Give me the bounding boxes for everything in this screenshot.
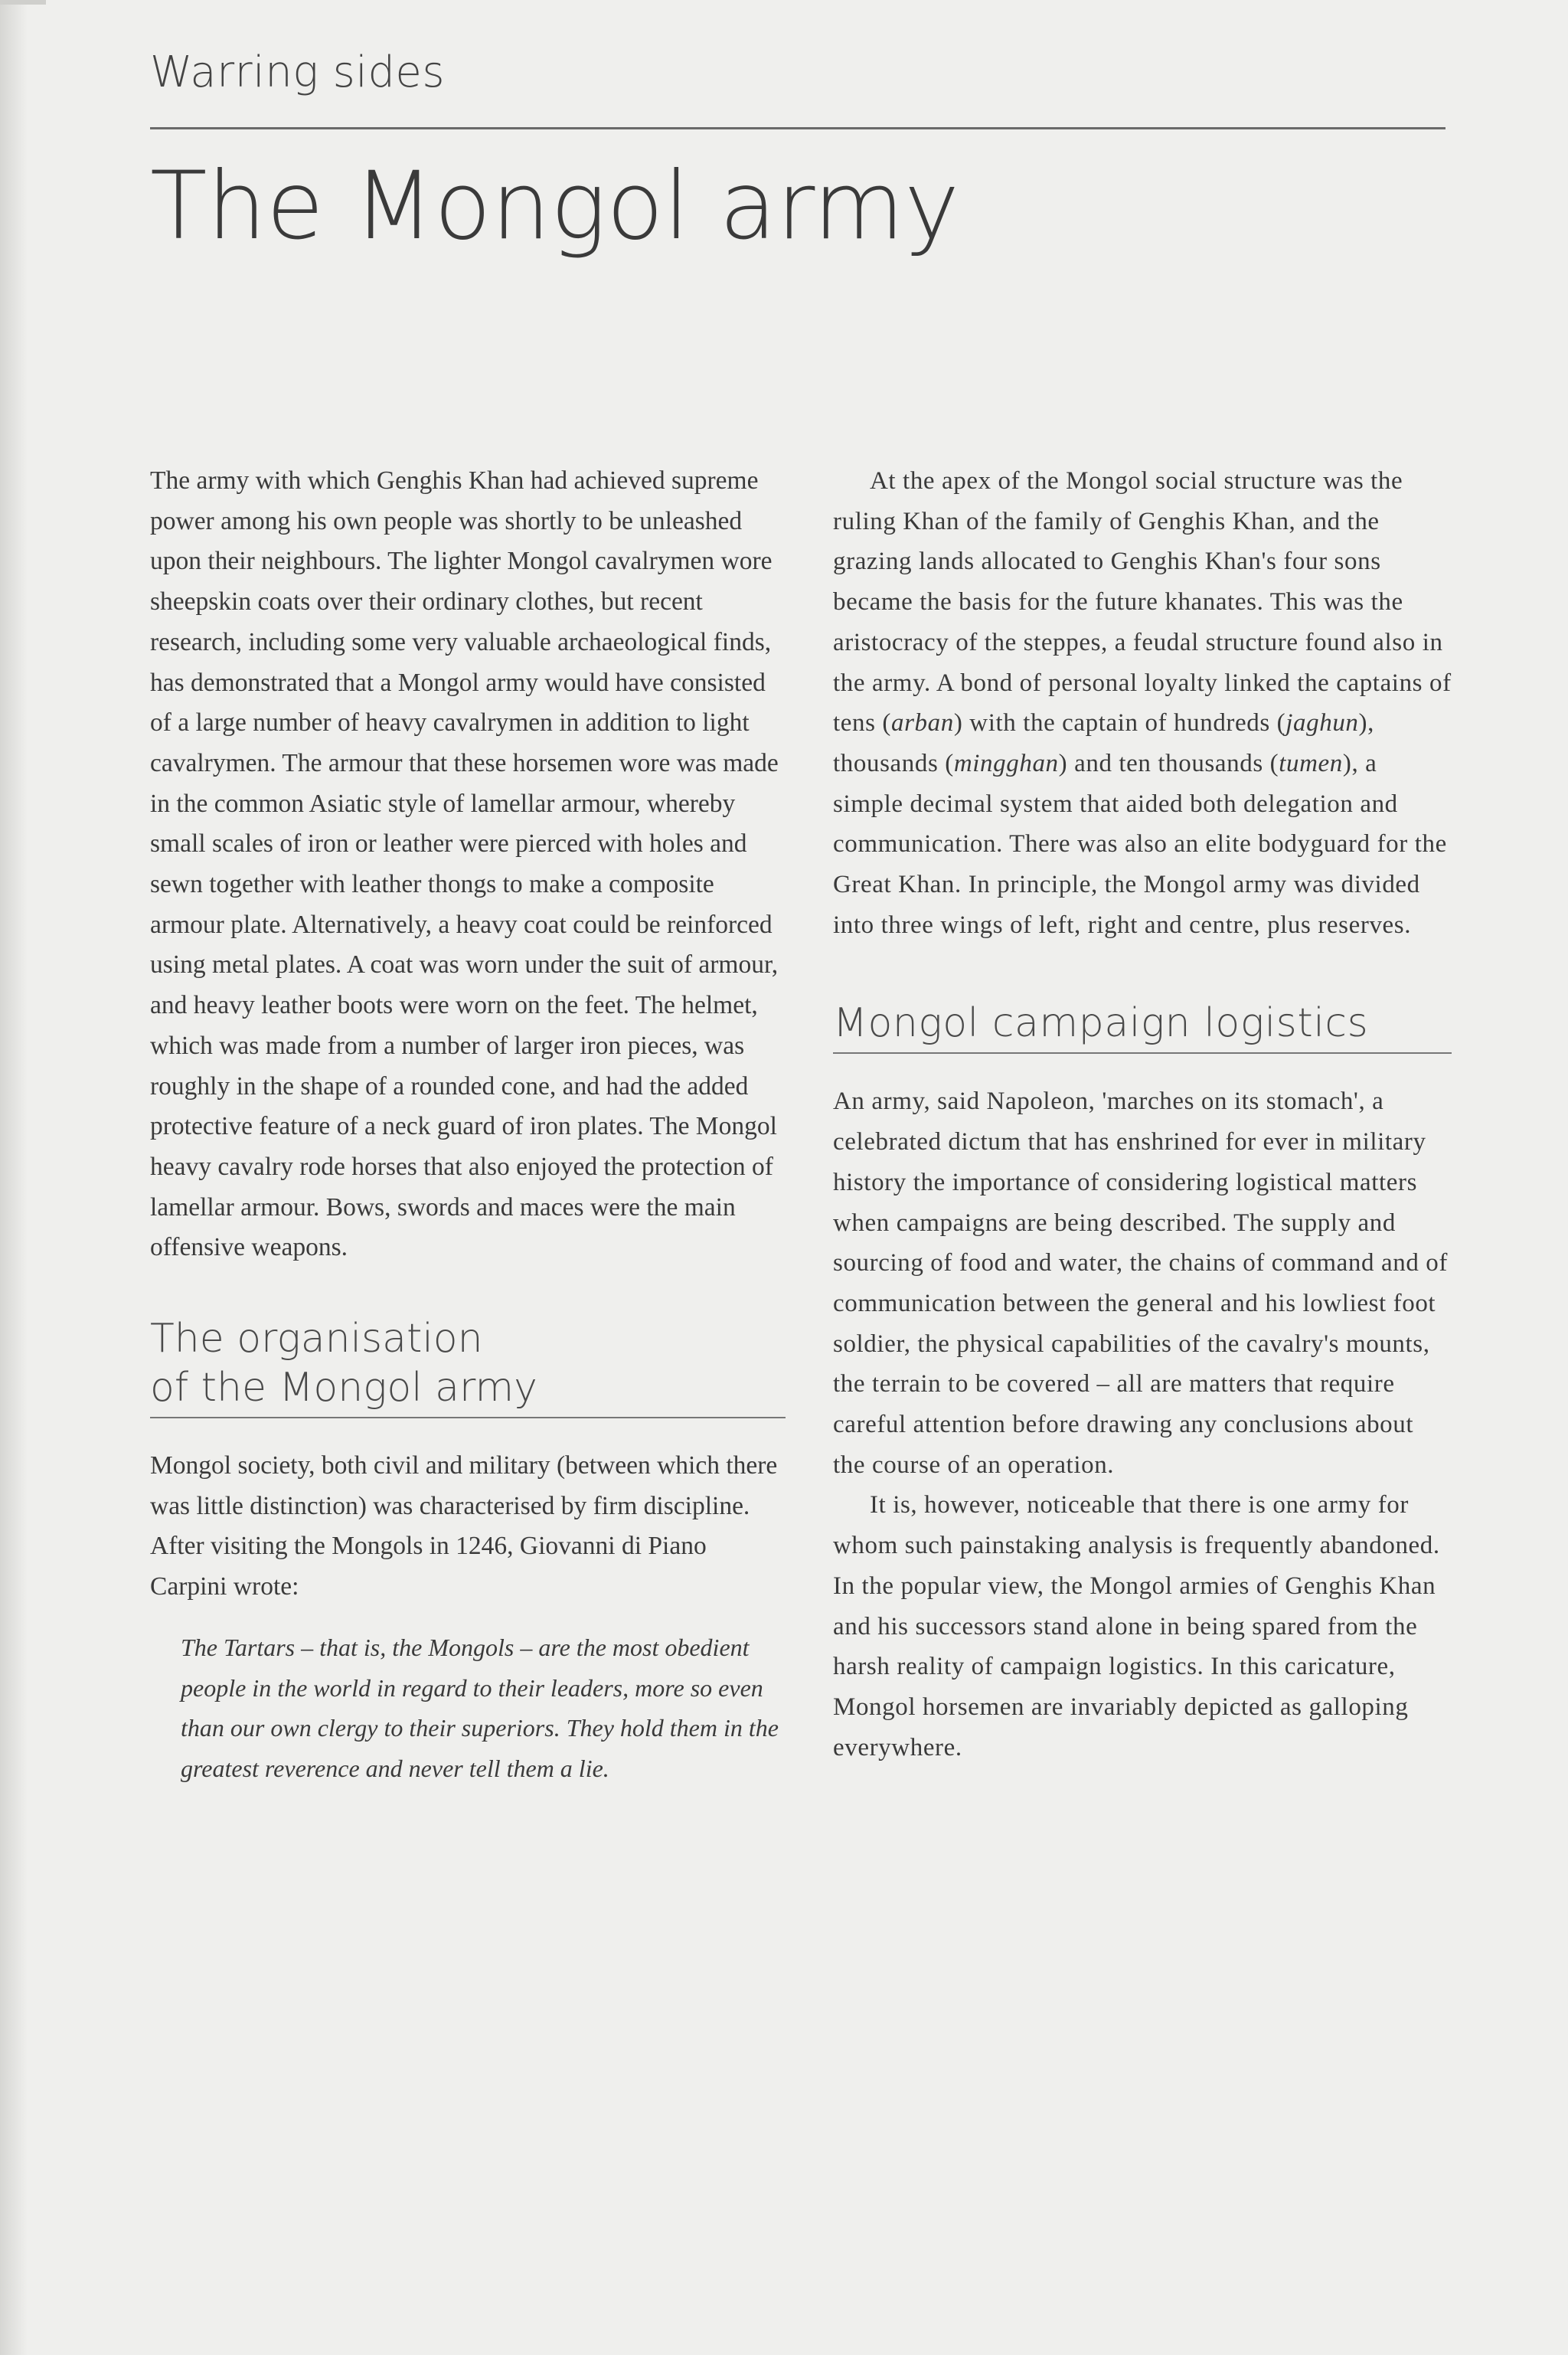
left-column — [150, 461, 786, 1789]
page-gutter-shadow — [0, 0, 28, 2355]
section-label: Warring sides — [150, 47, 446, 97]
subheading-organisation — [150, 1314, 786, 1418]
term: tumen — [1279, 749, 1343, 777]
page-title: The Mongol army — [150, 152, 960, 260]
body-paragraph: It is, however, noticeable that there is one army for whom such painstaking analysis is frequently abandoned. In the popular view, the Mongol armies of Genghis Khan and his successors stand alone in being spared from the harsh reality of campaign logistics. In this caricature, Mongol horsemen are invariably depicted as galloping everywhere. — [833, 1491, 1440, 1761]
term: arban — [891, 709, 954, 738]
body-paragraph: The army with which Genghis Khan had achieved supreme power among his own people was shortly to be unleashed upon their neighbours. The lighter Mongol cavalrymen wore sheepskin coats over their ordinary clothes, but recent research, including some very valuable archaeological finds, has demonstrated that a Mongol army would have consisted of a large number of heavy cavalrymen in addition to light cavalrymen. The armour that these horsemen wore was made in the common Asiatic style of lamellar armour, whereby small scales of iron or leather were pierced with holes and sewn together with leather thongs to make a composite armour plate. Alternatively, a heavy coat could be reinforced using metal plates. A coat was worn under the suit of armour, and heavy leather boots were worn on the feet. The helmet, which was made from a number of larger iron pieces, was roughly in the shape of a rounded cone, and had the added protective feature of a neck guard of iron plates. The Mongol heavy cavalry rode horses that also enjoyed the protection of lamellar armour. Bows, swords and maces were the main offensive weapons. — [150, 466, 779, 1262]
right-column — [833, 461, 1452, 1768]
term: mingghan — [953, 749, 1059, 777]
term: jaghun — [1285, 709, 1359, 738]
body-paragraph: An army, said Napoleon, 'marches on its stomach', a celebrated dictum that has enshrined for ever in military history the importance of considering logistical matters when campaigns are being described. The supply and sourcing of food and water, the chains of command and of communication between the general and his lowliest foot soldier, the physical capabilities of the cavalry's mounts, the terrain to be covered – all are matters that require careful attention before drawing any conclusions about the course of an operation. — [833, 1088, 1448, 1479]
subheading-logistics: Mongol campaign logistics — [833, 999, 1452, 1054]
page-edge — [0, 0, 46, 5]
subheading-line: of the Mongol army — [150, 1365, 537, 1411]
body-paragraph: Mongol society, both civil and military (between which there was little distinction) was characterised by firm discipline. After visiting the Mongols in 1246, Giovanni di Piano Carpini wrote: — [150, 1451, 778, 1601]
subheading-line: The organisation — [150, 1316, 483, 1362]
block-quote: The Tartars – that is, the Mongols – are the most obedient people in the world in regard to their leaders, more so even than our own clergy to their superiors. They hold them in the greatest reverence and never tell them a lie. — [181, 1633, 779, 1782]
header-rule — [150, 127, 1446, 129]
body-paragraph: At the apex of the Mongol social structure was the ruling Khan of the family of Genghis Khan, and the grazing lands allocated to Genghis Khan's four sons became the basis for the future khanates. This was the aristocracy of the steppes, a feudal structure found also in the army. A bond of personal loyalty linked the captains of tens (arban) with the captain of hundreds (jaghun), thousands (mingghan) and ten thousands (tumen), a simple decimal system that aided both delegation and communication. There was also an elite bodyguard for the Great Khan. In principle, the Mongol army was divided into three wings of left, right and centre, plus reserves. — [833, 467, 1452, 939]
